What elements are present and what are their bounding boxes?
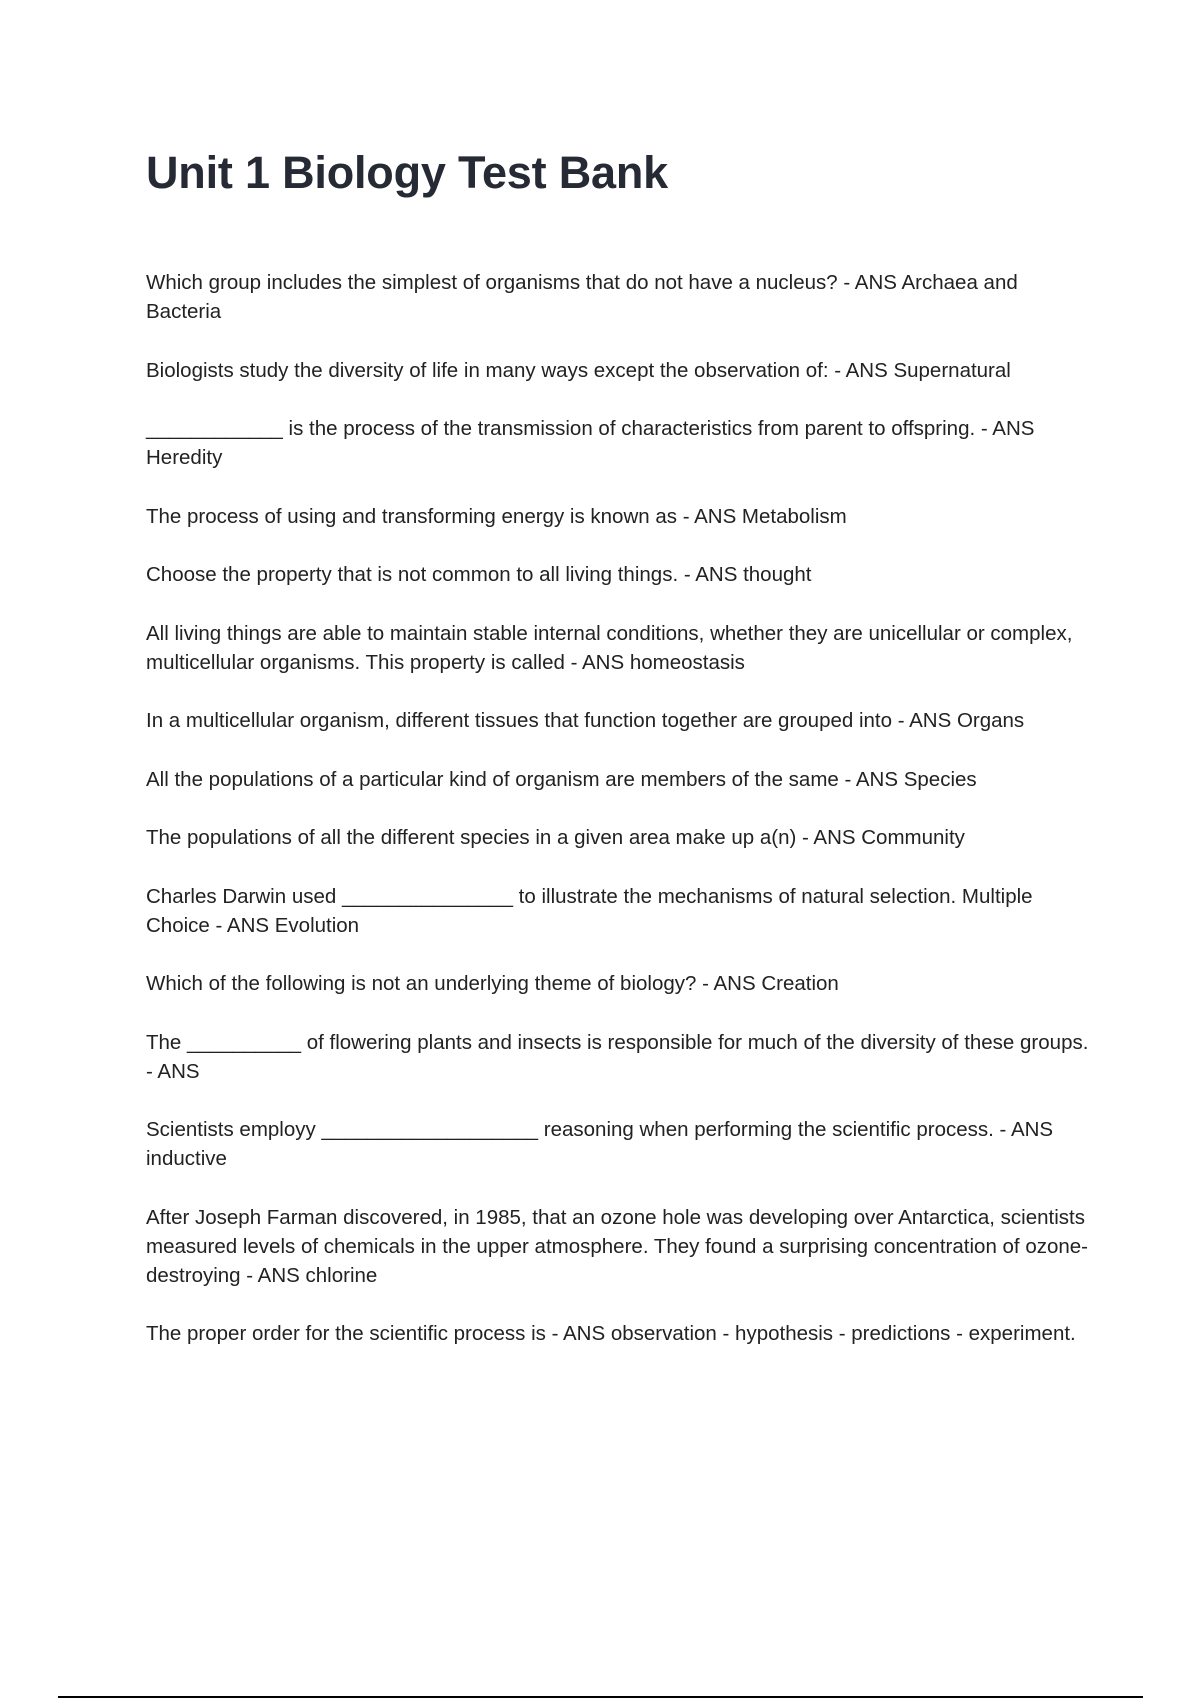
question-item: All the populations of a particular kind of organism are members of the same - ANS Species — [146, 767, 977, 791]
question-item: Which of the following is not an underlying theme of biology? - ANS Creation — [146, 972, 839, 995]
question-item: The populations of all the different species in a given area make up a(n) - ANS Community — [146, 826, 965, 849]
question-list — [146, 268, 1091, 1378]
question-item: The process of using and transforming energy is known as - ANS Metabolism — [146, 504, 847, 528]
question-item: Scientists employy ___________________ reasoning when performing the scientific process. - ANS inductive — [146, 1118, 1054, 1170]
page-title: Unit 1 Biology Test Bank — [146, 147, 668, 198]
question-item: The proper order for the scientific process is - ANS observation - hypothesis - predictions - experiment. — [146, 1322, 1076, 1345]
footer-divider — [58, 1696, 1143, 1698]
question-item: In a multicellular organism, different tissues that function together are grouped into - ANS Organs — [146, 709, 1025, 732]
question-item: After Joseph Farman discovered, in 1985, that an ozone hole was developing over Antarctica, scientists measured levels of chemicals in the upper atmosphere. They found a surprising concentration of ozone-destroying - ANS chlorine — [146, 1205, 1089, 1287]
question-item: Which group includes the simplest of organisms that do not have a nucleus? - ANS Archaea and Bacteria — [146, 271, 1018, 323]
question-item: Biologists study the diversity of life in many ways except the observation of: - ANS Supernatural — [146, 358, 1011, 382]
question-item: The __________ of flowering plants and insects is responsible for much of the diversity of these groups. - ANS — [146, 1030, 1089, 1083]
question-item: Choose the property that is not common to all living things. - ANS thought — [146, 563, 812, 586]
question-item: ____________ is the process of the transmission of characteristics from parent to offspring. - ANS Heredity — [146, 417, 1035, 469]
question-item: Charles Darwin used _______________ to illustrate the mechanisms of natural selection. Multiple Choice - ANS Evolution — [146, 884, 1033, 937]
question-item: All living things are able to maintain stable internal conditions, whether they are unicellular or complex, multicellular organisms. This property is called - ANS homeostasis — [146, 621, 1073, 674]
